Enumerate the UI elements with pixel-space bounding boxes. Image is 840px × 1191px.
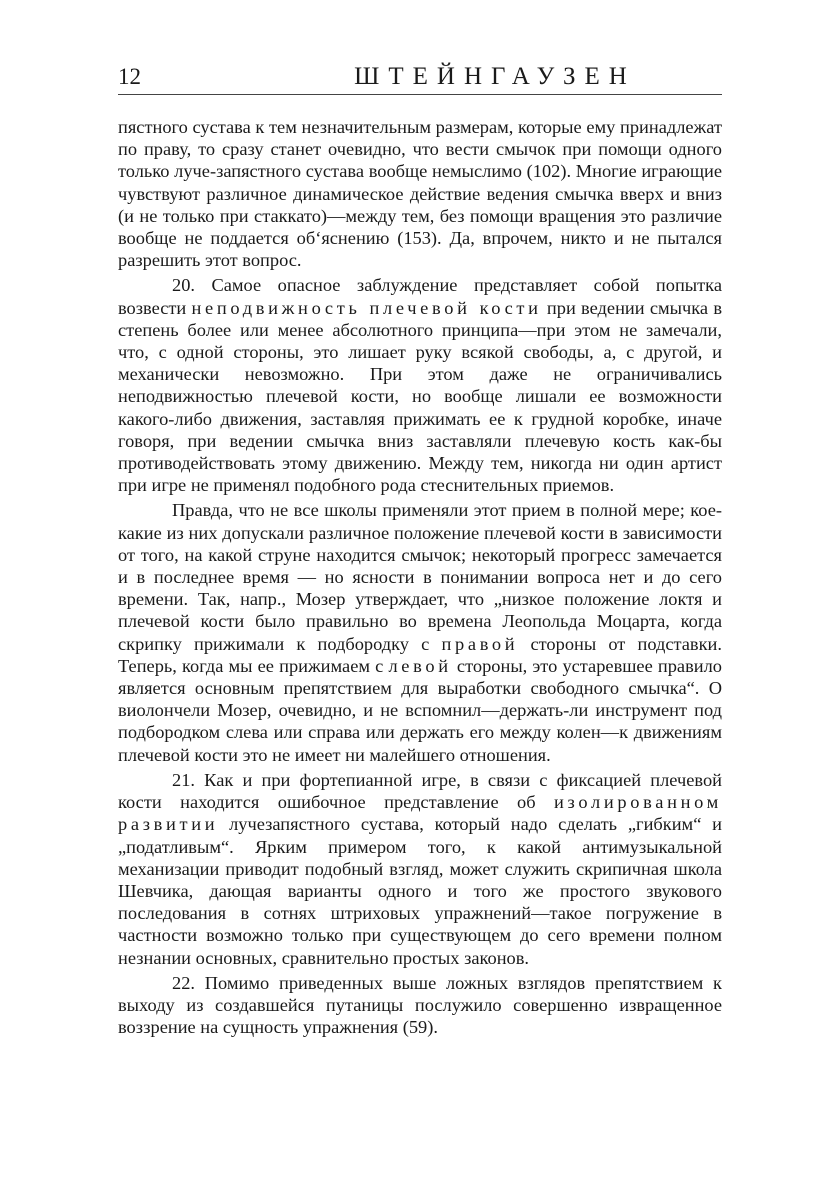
emphasis-spaced: изолированном развитии (118, 792, 722, 835)
emphasis-spaced: неподвижность плечевой кости (191, 297, 542, 318)
text-segment: лучезапястного сустава, который надо сделать „гибким“ и „податливым“. Ярким примером того, к какой антимузыкальной механизации приводит подобный взгляд, может служить скрипичная школа Шевчика, дающая варианты одного и того же простого звукового последования в сотнях штриховых упражнений—такое погружение в частности возможно только при существующем до сего времени полном незнании основных, сравнительно простых законов. (118, 814, 722, 968)
text-segment: стороны, это устаревшее правило является основным препятствием для выработки свободного смычка“. О виолончели Мозер, очевидно, и не вспомнил—держать-ли инструмент под подбородком слева или справа или держать его между колен—к движениям плечевой кости это не имеет ни малейшего отношения. (118, 655, 722, 765)
running-title: ШТЕЙНГАУЗЕН (354, 63, 636, 90)
paragraph-continued (118, 116, 722, 271)
text-segment: стороны от подставки. Теперь, когда мы ее прижимаем с (118, 633, 722, 676)
text-segment: 22. Помимо приведенных выше ложных взглядов препятствием к выходу из создавшейся путаницы послужило совершенно извращенное воззрение на сущность упражнения (59). (118, 972, 722, 1038)
text-segment: при ведении смычка в степень более или менее абсолютного принципа—при этом не замечали, что, с одной стороны, это лишает руку всякой свободы, а, с другой, и механически невозможно. При этом даже не ограничивались неподвижностью плечевой кости, но вообще лишали ее возможности какого-либо движения, заставляя прижимать ее к грудной коробке, иначе говоря, при ведении смычка вниз заставляли плечевую кость как-бы противодействовать этому движению. Между тем, никогда ни один артист при игре не применял подобного рода стеснительных приемов. (118, 297, 722, 496)
page-number: 12 (118, 64, 141, 89)
body-text (118, 116, 722, 1038)
emphasis-spaced: правой (441, 633, 519, 654)
paragraph-moser (118, 499, 722, 765)
text-segment: 21. Как и при фортепианной игре, в связи с фиксацией плечевой кости находится ошибочное представление об (118, 769, 722, 813)
page-header (118, 62, 722, 95)
paragraph-21 (118, 769, 722, 969)
text-segment: пястного сустава к тем незначительным размерам, которые ему принадлежат по праву, то сразу станет очевидно, что вести смычок при помощи одного только луче-запястного сустава вообще немыслимо (102). Многие играющие чувствуют различное динамическое действие ведения смычка вверх и вниз (и не только при стаккато)—между тем, без помощи вращения это различие вообще не поддается об‘яснению (153). Да, впрочем, никто и не пытался разрешить этот вопрос. (118, 117, 722, 271)
paragraph-20 (118, 274, 722, 496)
text-segment: 20. Самое опасное заблуждение представляет собой попытка возвести (118, 275, 722, 318)
text-segment: Правда, что не все школы применяли этот прием в полной мере; кое-какие из них допускали различное положение плечевой кости в зависимости от того, на какой струне находится смычок; некоторый прогресс замечается и в последнее время — но ясности в понимании вопроса нет и до сего времени. Так, напр., Мозер утверждает, что „низкое положение локтя и плечевой кости было правильно во времена Леопольда Моцарта, когда скрипку прижимали к подбородку с (118, 500, 722, 654)
paragraph-22 (118, 972, 722, 1039)
emphasis-spaced: левой (388, 655, 452, 676)
